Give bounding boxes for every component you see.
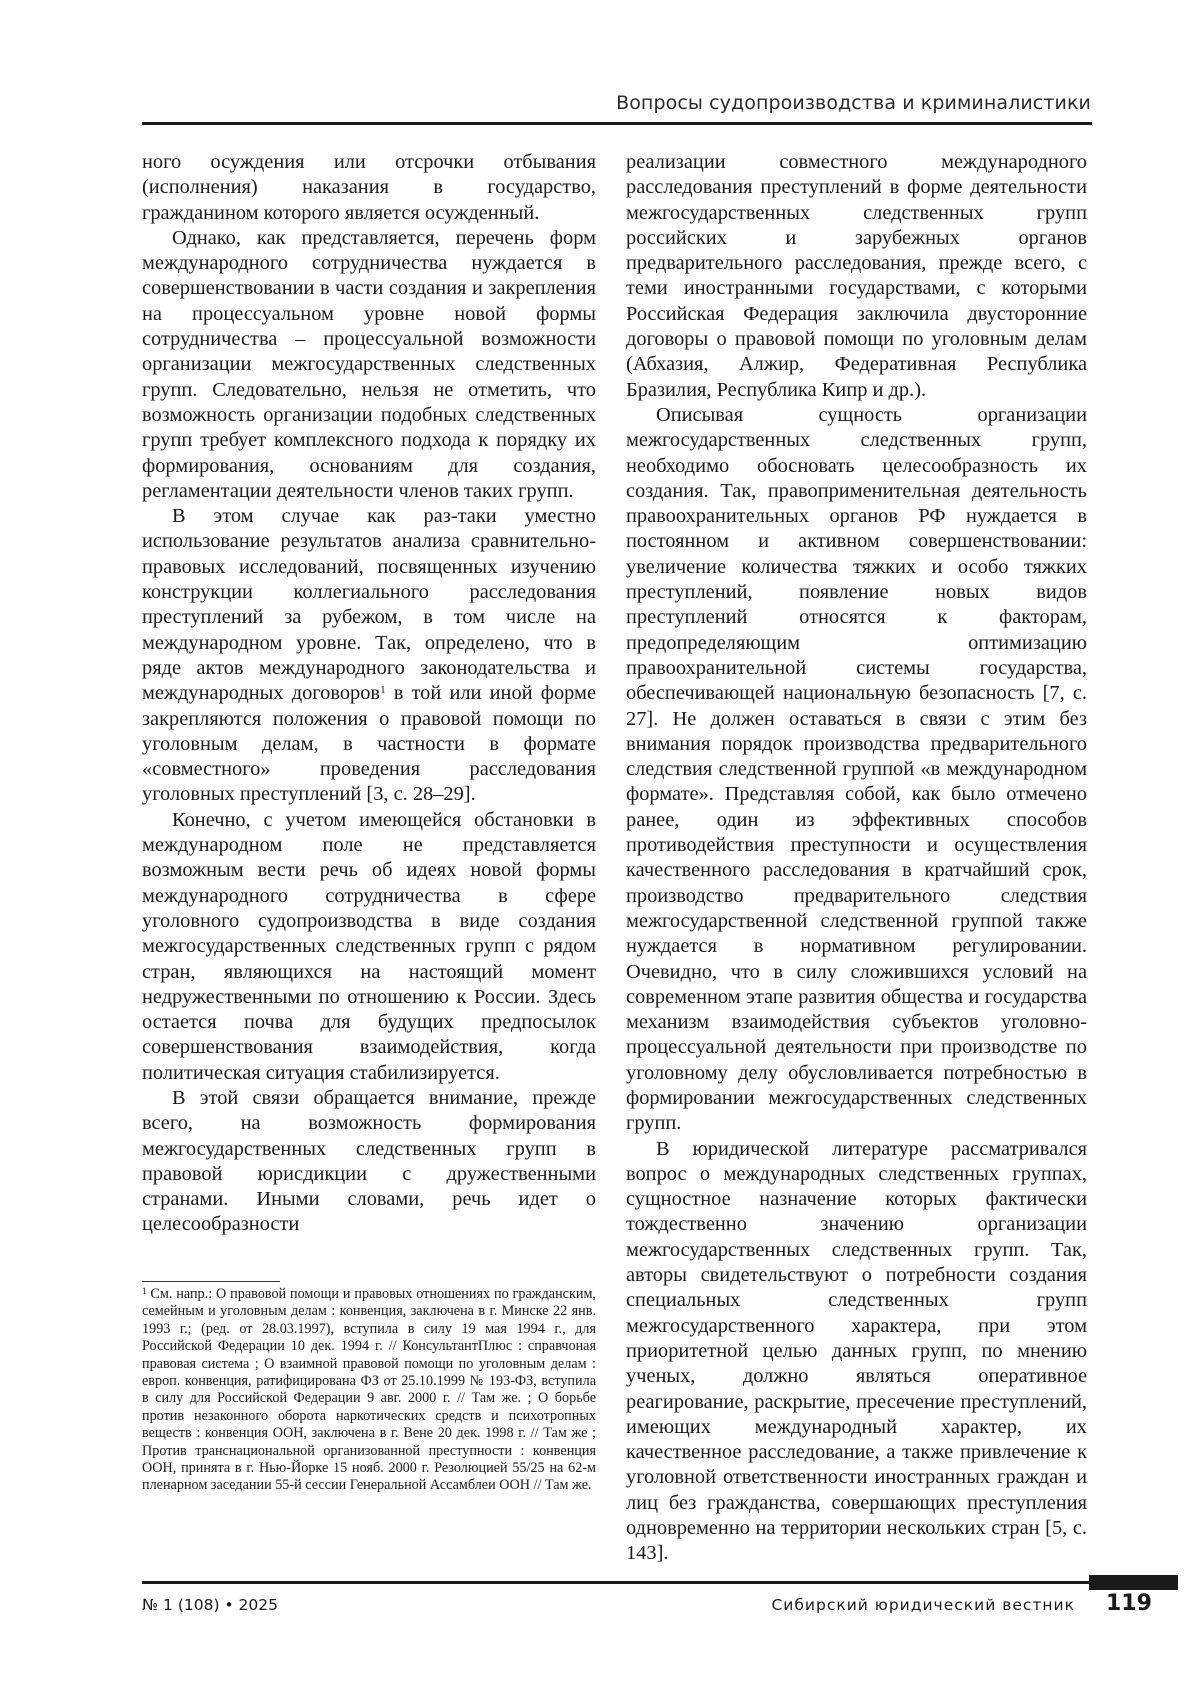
footnote-text: См. напр.: О правовой помощи и правовых отношениях по гражданским, семейным и уголовным делам : конвенция, заключена в г. Минске 22 янв. 1993 г.; (ред. от 28.03.1997), вступила в силу 19 мая 1994 г., для Российской Федерации 10 дек. 1994 г. // КонсультантПлюс : справчоная правовая система ; О взаимной правовой помощи по уголовным делам : европ. конвенция, ратифицирована ФЗ от 25.10.1999 № 193-ФЗ, вступила в силу для Российской Федерации 9 авг. 2000 г. // Там же. ; О борьбе против незаконного оборота наркотических средств и психотропных веществ : конвенция ООН, заключена в г. Вене 20 дек. 1998 г. // Там же ; Против транснациональной организованной преступности : конвенция ООН, принята в г. Нью-Йорке 15 нояб. 2000 г. Резолюцией 55/25 на 62-м пленарном заседании 55-й сессии Генеральной Ассамблеи ООН // Там же. — [142, 1286, 596, 1494]
issue-number: № 1 (108) • 2025 — [142, 1596, 278, 1614]
footnote — [142, 1286, 596, 1495]
header-rule — [142, 122, 1092, 125]
paragraph: ного осуждения или отсрочки отбывания (исполнения) наказания в государство, гражданином которого является осужденный. — [142, 151, 596, 224]
paragraph: реализации совместного международного расследования преступлений в форме деятельности межгосударственных следственных групп российских и зарубежных органов предварительного расследования, прежде всего, с теми иностранными государствами, с которыми Российская Федерация заключила двусторонние договоры о правовой помощи по уголовным делам (Абхазия, Алжир, Федеративная Республика Бразилия, Республика Кипр и др.). — [626, 151, 1087, 401]
paragraph — [142, 504, 596, 808]
page-number: 119 — [1106, 1591, 1152, 1616]
paragraph: В этой связи обращается внимание, прежде всего, на возможность формирования межгосударственных следственных групп в правовой юрисдикции с дружественными странами. Иными словами, речь идет о целесообразности — [142, 1086, 596, 1236]
footnote-reference: 1 — [380, 684, 386, 697]
running-header: Вопросы судопроизводства и криминалистики — [616, 92, 1091, 114]
footer-rule — [142, 1581, 1089, 1584]
paragraph: В юридической литературе рассматривался вопрос о международных следственных группах, сущностное назначение которых фактически тождественно значению организации межгосударственных следственных групп. Так, авторы свидетельствуют о потребности создания специальных следственных групп межгосударственного характера, при этом приоритетной целью данных групп, по мнению ученых, должно являться оперативное реагирование, раскрытие, пресечение преступлений, имеющих международный характер, их качественное расследование, а также привлечение к уголовной ответственности иностранных граждан и лиц без гражданства, совершающих преступления одновременно на территории нескольких стран [5, с. 143]. — [626, 1137, 1087, 1565]
paragraph: Конечно, с учетом имеющейся обстановки в международном поле не представляется возможным вести речь об идеях новой формы международного сотрудничества в сфере уголовного судопроизводства в виде создания межгосударственных следственных групп с рядом стран, являющихся на настоящий момент недружественными по отношению к России. Здесь остается почва для будущих предпосылок совершенствования взаимодействия, когда политическая ситуация стабилизируется. — [142, 808, 596, 1084]
paragraph: Описывая сущность организации межгосударственных следственных групп, необходимо обосновать целесообразность их создания. Так, правоприменительная деятельность правоохранительных органов РФ нуждается в постоянном и активном совершенствовании: увеличение количества тяжких и особо тяжких преступлений, появление новых видов преступлений относятся к факторам, предопределяющим оптимизацию правоохранительной системы государства, обеспечивающей национальную безопасность [7, с. 27]. Не должен оставаться в связи с этим без внимания порядок производства предварительного следствия следственной группой «в международном формате». Представляя собой, как было отмечено ранее, один из эффективных способов противодействия преступности и осуществления качественного расследования в кратчайший срок, производство предварительного следствия межгосударственной следственной группой также нуждается в нормативном регулировании. Очевидно, что в силу сложившихся условий на современном этапе развития общества и государства механизм взаимодействия субъектов уголовно-процессуальной деятельности при производстве по уголовному делу обусловливается потребностью в формировании межгосударственных следственных групп. — [626, 403, 1087, 1135]
footnote-separator — [142, 1281, 280, 1282]
paragraph: Однако, как представляется, перечень форм международного сотрудничества нуждается в совершенствовании в части создания и закрепления на процессуальном уровне новой формы сотрудничества – процессуальной возможности организации межгосударственных следственных групп. Следовательно, нельзя не отметить, что возможность организации подобных следственных групп требует комплексного подхода к порядку их формирования, основаниям для создания, регламентации деятельности членов таких групп. — [142, 226, 596, 502]
footnote-marker: 1 — [142, 1286, 147, 1296]
left-column — [142, 150, 596, 1238]
paragraph-text: В этом случае как раз-таки уместно использование результатов анализа сравнительно-правовых исследований, посвященных изучению конструкции коллегиального расследования преступлений за рубежом, в том числе на международном уровне. Так, определено, что в ряде актов международного законодательства и международных договоров — [142, 505, 596, 705]
footer-page-tab — [1089, 1575, 1178, 1590]
right-column — [626, 150, 1087, 1567]
paragraph-text: в той или иной форме закрепляются положения о правовой помощи по уголовным делам, в частности в формате «совместного» проведения расследования уголовных преступлений [3, с. 28–29]. — [142, 682, 596, 806]
journal-title: Сибирский юридический вестник — [771, 1596, 1075, 1614]
